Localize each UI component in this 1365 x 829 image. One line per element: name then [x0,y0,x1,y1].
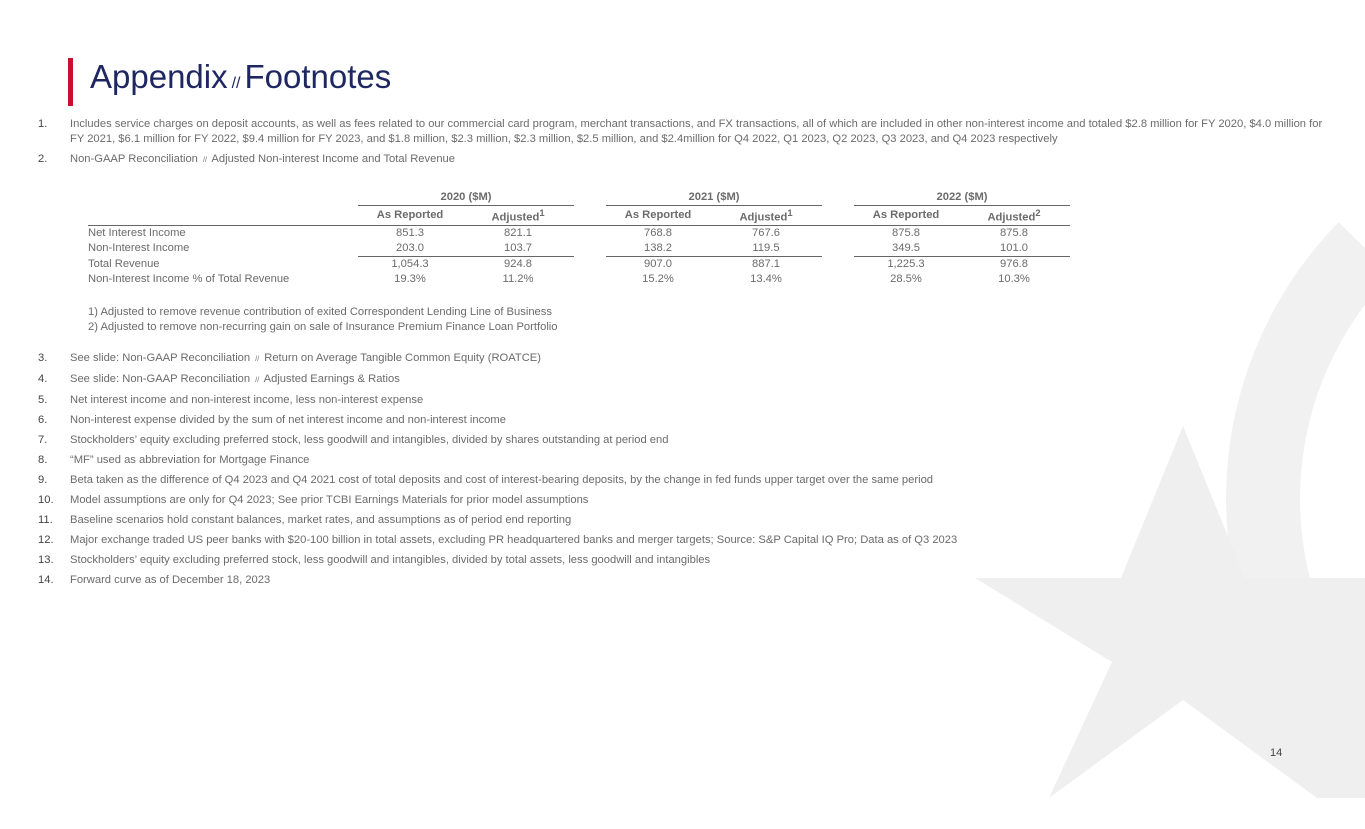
table-column-header-row [88,205,1070,226]
table-cell: 15.2% [642,273,674,286]
footnote-text: Stockholders’ equity excluding preferred stock, less goodwill and intangibles, divided by shares outstanding at period end [70,434,669,446]
table-row [88,226,1070,242]
table-row [88,272,1070,287]
reconciliation-note: 1) Adjusted to remove revenue contribution of exited Correspondent Lending Line of Business [88,306,552,319]
footnote-item [38,533,1323,548]
footnote-text: See slide: Non-GAAP Reconciliation // Return on Average Tangible Common Equity (ROATCE) [70,352,541,364]
footnote-number: 3. [38,352,48,364]
footnote-text: Baseline scenarios hold constant balances, market rates, and assumptions as of period end reporting [70,514,572,526]
table-cell: 19.3% [394,273,426,286]
footnote-text: Stockholders’ equity excluding preferred stock, less goodwill and intangibles, divided by total assets, less goodwill and intangibles [70,554,711,566]
superscript: 2 [1035,207,1041,218]
footnote-item [38,473,1323,488]
table-cell: 875.8 [892,227,920,240]
row-label: Non-Interest Income [88,242,190,255]
table-cell: 821.1 [504,227,532,240]
superscript: 1 [787,207,793,218]
table-cell: 976.8 [1000,258,1028,271]
reconciliation-note: 2) Adjusted to remove non-recurring gain on sale of Insurance Premium Finance Loan Portfolio [88,321,558,334]
table-cell: 887.1 [752,258,780,271]
footnote-number: 12. [38,534,54,546]
table-cell: 10.3% [998,273,1030,286]
footnote-number: 13. [38,554,54,566]
table-cell: 851.3 [396,227,424,240]
footnote-item [38,493,1323,508]
table-cell: 203.0 [358,241,462,257]
table-cell: 13.4% [750,273,782,286]
footnote-number: 11. [38,514,53,526]
footnote-item [38,351,1323,367]
page-title [90,58,391,96]
footnote-number: 1. [38,118,48,130]
title-part-2: Footnotes [244,58,392,95]
reconciliation-table [88,190,1070,287]
footnote-item [38,117,1323,147]
table-cell: 924.8 [504,258,532,271]
table-cell: 11.2% [502,273,534,286]
table-cell: 101.0 [958,241,1070,257]
column-header: As Reported [624,208,692,221]
table-cell: 103.7 [462,241,574,257]
table-cell: 119.5 [710,241,822,257]
footnote-number: 9. [38,474,48,486]
footnote-text: Forward curve as of December 18, 2023 [70,574,271,586]
footnote-text: See slide: Non-GAAP Reconciliation // Adjusted Earnings & Ratios [70,373,400,385]
title-separator: // [231,75,241,92]
table-cell: 875.8 [1000,227,1028,240]
footnote-text-pre: Non-GAAP Reconciliation [70,153,198,165]
footnote-item [38,453,1323,468]
table-cell: 1,225.3 [887,258,925,271]
group-header: 2020 ($M) [358,190,574,205]
table-group-header-row [88,190,1070,205]
footnote-item [38,573,1323,588]
table-cell: 349.5 [854,241,958,257]
table-cell: 907.0 [644,258,672,271]
footnote-separator: // [255,356,260,363]
footnote-item [38,393,1323,408]
table-cell: 768.8 [644,227,672,240]
column-header: Adjusted$^2$ [987,207,1041,224]
group-header: 2022 ($M) [854,190,1070,205]
row-label: Net Interest Income [88,227,186,240]
table-cell: 767.6 [752,227,780,240]
reconciliation-notes [88,305,1323,335]
footnote-text: Model assumptions are only for Q4 2023; See prior TCBI Earnings Materials for prior model assumptions [70,494,589,506]
page-number: 14 [1270,747,1283,759]
footnote-text [70,152,1323,168]
column-header: Adjusted$^1$ [739,207,793,224]
footnote-item [38,152,1323,168]
table-row [88,257,1070,273]
table-cell: 1,054.3 [391,258,429,271]
superscript: 1 [539,207,545,218]
footnote-number: 2. [38,153,48,165]
footnote-item [38,513,1323,528]
row-label: Total Revenue [88,257,160,270]
table-row [88,241,1070,257]
footnote-separator: // [203,157,207,164]
group-header: 2021 ($M) [606,190,822,205]
footnote-text: Beta taken as the difference of Q4 2023 and Q4 2021 cost of total deposits and cost of interest-bearing deposits, by the change in fed funds upper target over the same period [70,474,934,486]
footnote-text: Includes service charges on deposit accounts, as well as fees related to our commercial card program, merchant transactions, and FX transactions, all of which are included in other non-interest income and totaled $2.8 million for FY 2020, $4.0 million for FY 2021, $6.1 million for FY 2022, $9.4 million for FY 2023, and $1.8 million, $2.3 million, $2.3 million, $2.5 million, and $2.4million for Q4 2022, Q1 2023, Q2 2023, Q3 2023, and Q4 2023 respectively [70,118,1323,145]
footnote-text: Non-interest expense divided by the sum of net interest income and non-interest income [70,414,506,426]
table-cell: 138.2 [606,241,710,257]
footnote-number: 8. [38,454,48,466]
footnote-text: Net interest income and non-interest income, less non-interest expense [70,394,424,406]
footnote-text-post: Adjusted Non-interest Income and Total Revenue [211,153,455,165]
footnote-number: 10. [38,494,54,506]
reconciliation-table-block [88,190,1323,345]
table-cell: 28.5% [890,273,922,286]
title-part-1: Appendix [90,58,228,95]
footnote-text: Major exchange traded US peer banks with $20-100 billion in total assets, excluding PR headquartered banks and merger targets; Source: S&P Capital IQ Pro; Data as of Q3 2023 [70,534,958,546]
row-label: Non-Interest Income % of Total Revenue [88,273,290,286]
footnote-item [38,413,1323,428]
footnote-item [38,433,1323,448]
footnote-number: 4. [38,373,48,385]
footnote-item [38,372,1323,388]
column-header: As Reported [872,208,940,221]
footnote-number: 6. [38,414,48,426]
footnotes-list [38,117,1323,593]
column-header: As Reported [376,208,444,221]
footnote-separator: // [255,377,260,384]
footnote-number: 14. [38,574,54,586]
column-header: Adjusted$^1$ [491,207,545,224]
footnote-text: “MF” used as abbreviation for Mortgage Finance [70,454,310,466]
footnote-number: 5. [38,394,48,406]
title-accent-bar [68,58,73,106]
footnote-number: 7. [38,434,48,446]
footnote-item [38,553,1323,568]
